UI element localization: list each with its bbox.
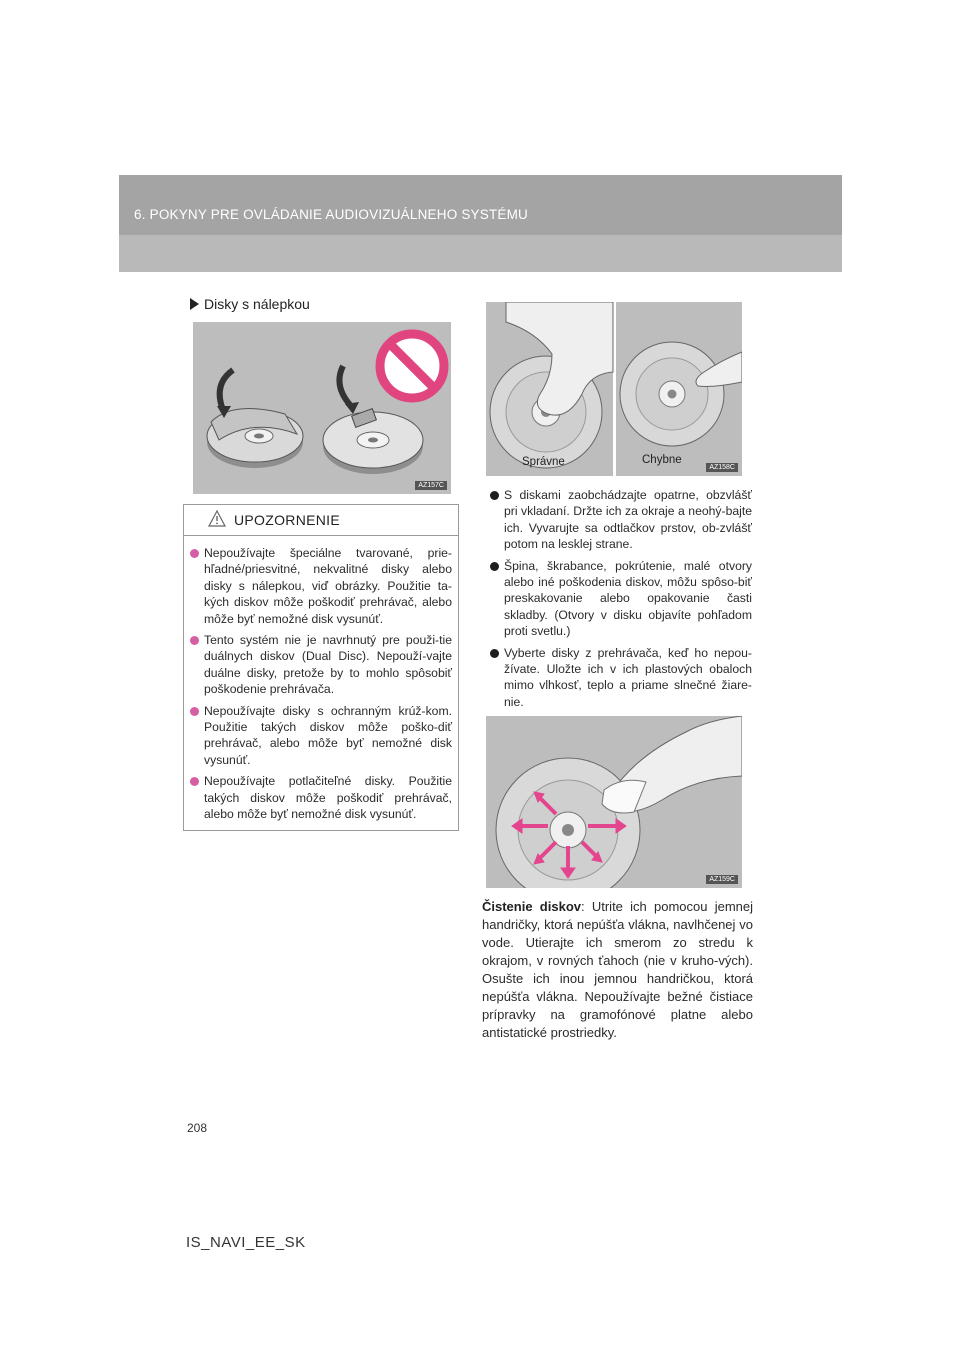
tip-item: Vyberte disky z prehrávača, keď ho nepou-žívate. Uložte ich v ich plastových obaloch mimo vlhkosť, teplo a priame slnečné žiare-nie. bbox=[490, 645, 752, 711]
figure-code: AZ159C bbox=[706, 875, 738, 884]
figure-disc-cleaning bbox=[486, 716, 742, 888]
page-number: 208 bbox=[187, 1121, 208, 1135]
figure-labeled-discs bbox=[193, 322, 451, 494]
bullet-icon bbox=[490, 491, 499, 500]
handling-tips-list bbox=[490, 487, 752, 715]
cleaning-label: Čistenie diskov bbox=[482, 899, 581, 914]
triangle-bullet-icon bbox=[190, 298, 199, 310]
header-band bbox=[119, 175, 842, 235]
figure-code: AZ158C bbox=[706, 463, 738, 472]
bullet-icon bbox=[190, 707, 199, 716]
bullet-icon bbox=[190, 549, 199, 558]
bullet-icon bbox=[490, 562, 499, 571]
warning-item: Nepoužívajte špeciálne tvarované, prie-hľadné/priesvitné, nekvalitné disky alebo disky s nálepkou, viď obrázky. Použitie ta-kých diskov môže poškodiť prehrávač, alebo môže byť nemožné disk vysunúť. bbox=[190, 545, 452, 627]
warning-box bbox=[183, 504, 459, 831]
warning-list bbox=[190, 545, 452, 828]
labeled-discs-illustration bbox=[193, 322, 451, 494]
warning-item: Tento systém nie je navrhnutý pre použi-tie duálnych diskov (Dual Disc). Nepouží-vajte duálne disky, pretože by to mohlo spôsobiť poškodenie prehrávača. bbox=[190, 632, 452, 698]
cleaning-paragraph bbox=[482, 898, 753, 1042]
warning-header bbox=[184, 505, 458, 531]
cleaning-text: : Utrite ich pomocou jemnej handričky, ktorá nepúšťa vlákna, navlhčenej vo vode. Utierajte ich smerom zo stredu k okrajom, v rovných ťahoch (nie v kruho-vých). Osušte ich inou jemnou handričkou, ktorá nepúšťa vlákna. Nepoužívajte bežné čistiace prípravky na gramofónové platne alebo antistatické prostriedky. bbox=[482, 899, 753, 1040]
disc-cleaning-illustration bbox=[486, 716, 742, 888]
warning-divider bbox=[184, 535, 458, 536]
label-wrong: Chybne bbox=[642, 454, 682, 466]
bullet-icon bbox=[490, 649, 499, 658]
figure-disc-handling bbox=[486, 302, 742, 476]
tip-item: Špina, škrabance, pokrútenie, malé otvory alebo iné poškodenia diskov, môžu spôso-biť preskakovanie alebo opakovanie časti skladby. (Otvory v disku objavíte pohľadom proti svetlu.) bbox=[490, 558, 752, 640]
subheading-disks-with-label bbox=[190, 296, 310, 312]
bullet-icon bbox=[190, 636, 199, 645]
tip-item: S diskami zaobchádzajte opatrne, obzvlášť pri vkladaní. Držte ich za okraje a neohý-bajte ich. Vyvarujte sa odtlačkov prstov, ob-zvlášť potom na lesklej strane. bbox=[490, 487, 752, 553]
disc-handling-illustration bbox=[486, 302, 742, 476]
warning-item: Nepoužívajte potlačiteľné disky. Použitie takých diskov môže poškodiť prehrávač, alebo môže byť nemožné disk vysunúť. bbox=[190, 773, 452, 822]
warning-title: UPOZORNENIE bbox=[234, 512, 340, 528]
subheading-text: Disky s nálepkou bbox=[204, 296, 310, 312]
section-title: 6. POKYNY PRE OVLÁDANIE AUDIOVIZUÁLNEHO SYSTÉMU bbox=[134, 207, 529, 222]
warning-item: Nepoužívajte disky s ochranným krúž-kom. Použitie takých diskov môže poško-diť prehrávač, alebo môže byť nemožné disk vysunúť. bbox=[190, 703, 452, 769]
figure-code: AZ157C bbox=[415, 481, 447, 490]
bullet-icon bbox=[190, 777, 199, 786]
label-correct: Správne bbox=[522, 456, 565, 468]
document-code: IS_NAVI_EE_SK bbox=[186, 1234, 306, 1251]
warning-triangle-icon bbox=[208, 510, 226, 527]
page-header bbox=[119, 175, 842, 272]
